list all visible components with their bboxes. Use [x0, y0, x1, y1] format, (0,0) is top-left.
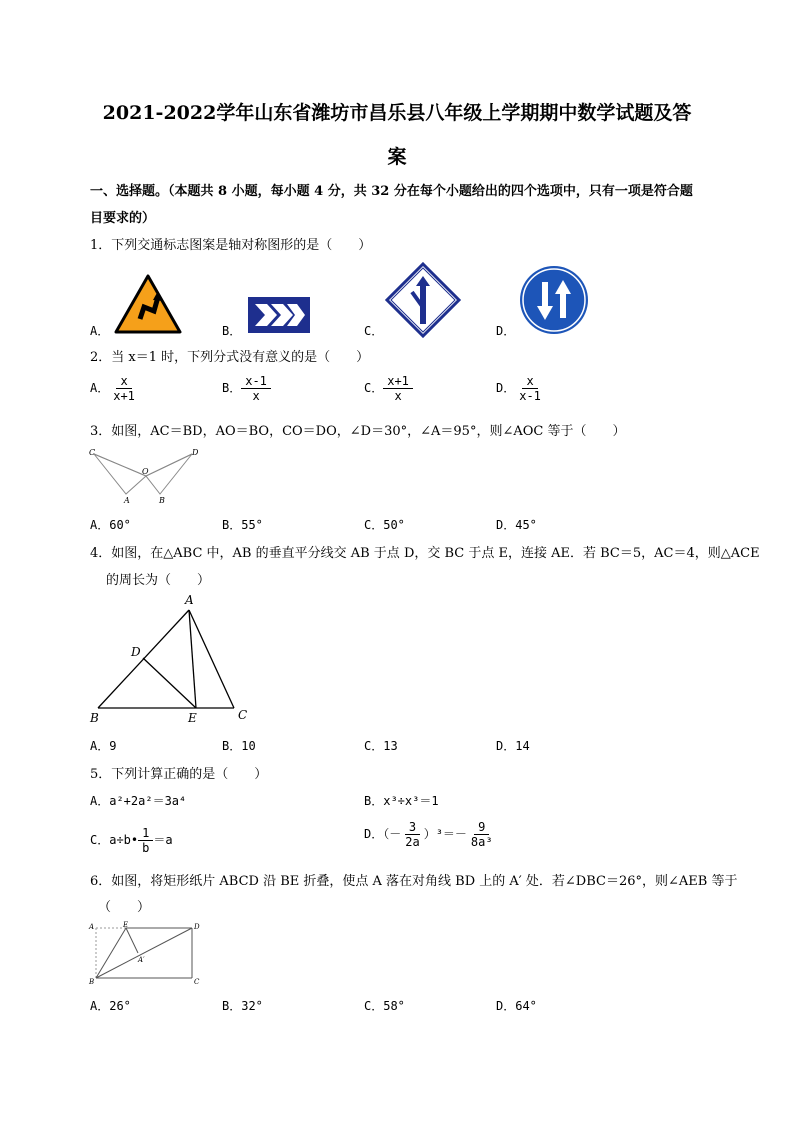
q3-label-a: A — [124, 496, 130, 504]
q2-c-numerator: x+1 — [383, 374, 413, 389]
chevron-sign-icon — [247, 296, 311, 334]
q2-b-numerator: x-1 — [241, 374, 271, 389]
q3-label-d: D — [192, 448, 199, 457]
two-way-sign-icon — [518, 264, 590, 336]
q4-label-c: C — [238, 708, 248, 722]
q1-stem: 1．下列交通标志图案是轴对称图形的是（ ） — [90, 238, 372, 253]
q4-label-a: A — [185, 593, 194, 607]
q5-c-fraction — [138, 826, 153, 855]
q5-d-result-numerator: 9 — [474, 820, 489, 835]
q3-figure — [88, 446, 204, 504]
q5-c-prefix: C．a÷b• — [90, 833, 139, 847]
q4-label-b: B — [90, 711, 99, 725]
q2-d-denominator: x-1 — [519, 389, 541, 403]
q2-option-a-fraction — [109, 374, 139, 403]
q2-option-b — [222, 374, 271, 403]
q2-option-c-label: C． — [364, 381, 384, 395]
q4-label-d: D — [131, 645, 141, 659]
q3-label-c: C — [89, 448, 96, 457]
q6-option-d: D．64° — [496, 999, 537, 1013]
q5-d-inner-fraction — [401, 820, 423, 849]
q2-b-denominator: x — [252, 389, 260, 403]
q2-option-c — [364, 374, 413, 403]
q5-c-denominator: b — [142, 841, 150, 855]
q4-label-e: E — [188, 711, 197, 725]
q4-figure — [84, 590, 254, 726]
q3-label-o: O — [142, 467, 149, 476]
q5-c-suffix: ＝a — [153, 833, 173, 847]
q6-label-d: D — [194, 923, 200, 931]
q6-figure — [88, 920, 204, 986]
q2-d-numerator: x — [522, 374, 537, 389]
q5-d-inner-numerator: 3 — [405, 820, 420, 835]
q4-option-d: D．14 — [496, 739, 530, 753]
q5-d-result-fraction — [467, 820, 497, 849]
q5-d-result-denominator: 8a³ — [470, 835, 493, 849]
q6-label-b: B — [89, 978, 95, 986]
q2-option-d — [496, 374, 545, 403]
q5-d-inner-denominator: 2a — [405, 835, 420, 849]
q6-stem: 6．如图，将矩形纸片 ABCD 沿 BE 折叠，使点 A 落在对角线 BD 上的 A′ 处．若∠DBC＝26°，则∠AEB 等于 — [90, 874, 738, 889]
q5-option-a: A．a²+2a²＝3a⁴ — [90, 794, 187, 808]
q2-option-d-label: D． — [496, 381, 516, 395]
q5-option-b: B．x³÷x³＝1 — [364, 794, 439, 808]
q2-option-d-fraction — [515, 374, 545, 403]
q1-option-b: B． — [222, 324, 242, 338]
q3-option-c: C．50° — [364, 518, 405, 532]
q1-option-d: D． — [496, 324, 516, 338]
q6-label-c: C — [194, 978, 200, 986]
q1-option-c: C． — [364, 324, 384, 338]
page-title-cont: 案 — [387, 146, 407, 168]
q4-option-a: A．9 — [90, 739, 117, 753]
q6-label-e: E — [123, 921, 129, 929]
q2-option-b-fraction — [241, 374, 271, 403]
q3-option-a: A．60° — [90, 518, 131, 532]
q4-stem-cont: 的周长为（ ） — [106, 573, 211, 588]
q4-stem: 4．如图，在△ABC 中，AB 的垂直平分线交 AB 于点 D，交 BC 于点 E，连接 AE．若 BC＝5，AC＝4，则△ACE — [90, 546, 760, 561]
q2-option-a-label: A． — [90, 381, 110, 395]
warning-sign-icon — [114, 273, 182, 335]
q3-label-b: B — [159, 496, 165, 504]
q5-d-prefix: D．（－ — [364, 827, 402, 841]
q6-option-c: C．58° — [364, 999, 405, 1013]
q2-option-b-label: B． — [222, 381, 242, 395]
q1-option-a: A． — [90, 324, 110, 338]
q2-option-c-fraction — [383, 374, 413, 403]
q5-c-numerator: 1 — [138, 826, 153, 841]
section-heading: 一、选择题。（本题共 8 小题，每小题 4 分，共 32 分在每个小题给出的四个选项中，只有一项是符合题 — [90, 184, 693, 199]
page-title: 2021-2022学年山东省潍坊市昌乐县八年级上学期期中数学试题及答 — [102, 102, 692, 124]
q6-option-a: A．26° — [90, 999, 131, 1013]
section-heading-cont: 目要求的） — [90, 211, 156, 226]
q6-option-b: B．32° — [222, 999, 263, 1013]
q6-label-a: A — [89, 923, 95, 931]
q2-a-denominator: x+1 — [113, 389, 135, 403]
q5-stem: 5．下列计算正确的是（ ） — [90, 767, 268, 782]
merge-sign-icon — [385, 262, 461, 338]
q5-option-d — [364, 820, 497, 849]
q2-c-denominator: x — [394, 389, 402, 403]
q4-option-b: B．10 — [222, 739, 256, 753]
q2-a-numerator: x — [116, 374, 131, 389]
q2-stem: 2．当 x＝1 时，下列分式没有意义的是（ ） — [90, 350, 370, 365]
q5-d-middle: ）³＝－ — [423, 827, 467, 841]
q3-stem: 3．如图，AC＝BD，AO＝BO，CO＝DO，∠D＝30°，∠A＝95°，则∠AOC 等于（ ） — [90, 424, 626, 439]
q4-option-c: C．13 — [364, 739, 398, 753]
q3-option-b: B．55° — [222, 518, 263, 532]
q6-stem-cont: （ ） — [98, 900, 151, 915]
q6-label-a-prime: A′ — [138, 956, 145, 964]
q3-option-d: D．45° — [496, 518, 537, 532]
q5-option-c — [90, 826, 173, 855]
q2-option-a — [90, 374, 139, 403]
